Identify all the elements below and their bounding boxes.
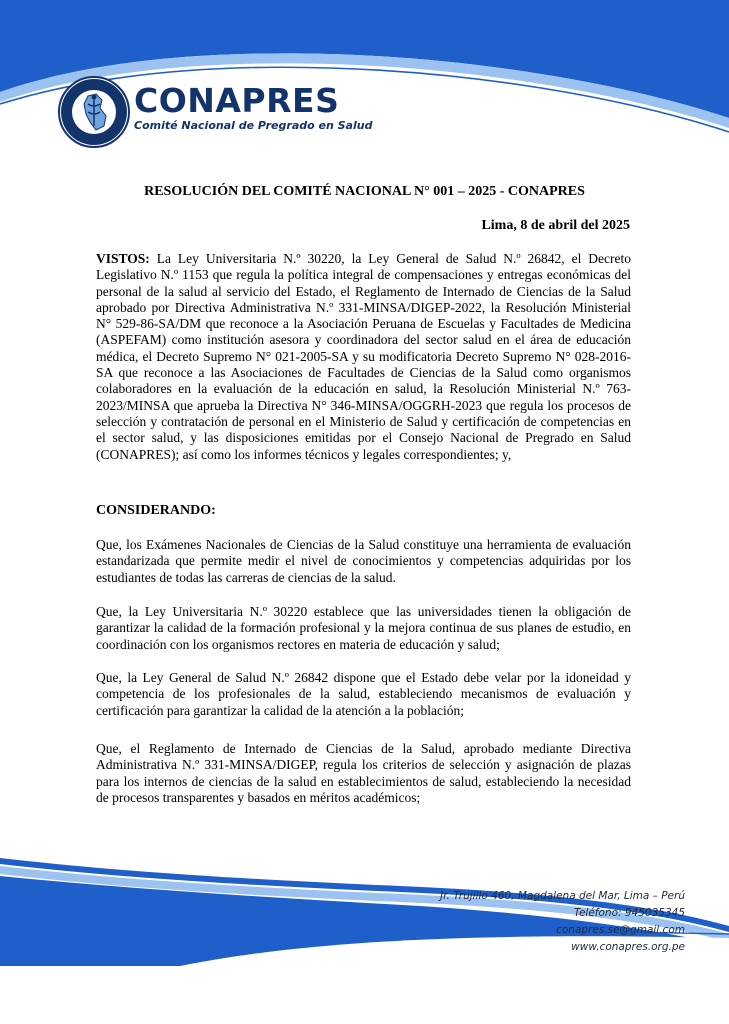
vistos-text: La Ley Universitaria N.º 30220, la Ley General de Salud N.º 26842, el Decreto Legislativo N.º 1153 que regula la política integral de compensaciones y entregas económicas del personal de la salud al servicio del Estado, el Reglamento de Internado de Ciencias de la Salud aprobado por Directiva Administrativa N.º 331-MINSA/DIGEP-2022, la Resolución Ministerial N° 529-86-SA/DM que reconoce a la Asociación Peruana de Escuelas y Facultades de Medicina (ASPEFAM) como institución asesora y coordinadora del sector salud en el área de educación médica, el Decreto Supremo N° 021-2005-SA y su modificatoria Decreto Supremo N° 028-2016-SA que reconoce a las Asociaciones de Facultades de Ciencias de la Salud como organismos colaboradores en la evaluación de la educación en salud, la Resolución Ministerial N.º 763-2023/MINSA que aprueba la Directiva N° 346-MINSA/OGGRH-2023 que regula los procesos de selección y contratación de personal en el Ministerio de Salud y certificación de competencias en el sector salud, y las disposiciones emitidas por el Consejo Nacional de Pregrado en Salud (CONAPRES); así como los informes técnicos y legales correspondientes; y, <box>96 251 631 462</box>
resolution-title: RESOLUCIÓN DEL COMITÉ NACIONAL N° 001 – 2025 - CONAPRES <box>144 184 585 199</box>
footer-address: Jr. Trujillo 460, Magdalena del Mar, Lima – Perú <box>440 890 685 902</box>
brand-subtitle: Comité Nacional de Pregrado en Salud <box>134 119 373 132</box>
considerando-paragraph: Que, los Exámenes Nacionales de Ciencias de la Salud constituye una herramienta de evaluación estandarizada que permite medir el nivel de conocimientos y competencias adquiridas por los estudiantes de todas las carreras de ciencias de la salud. <box>96 537 631 585</box>
brand-block <box>134 81 373 132</box>
brand-name: CONAPRES <box>134 81 340 120</box>
considerando-paragraph: Que, la Ley General de Salud N.º 26842 dispone que el Estado debe velar por la idoneidad y competencia de los profesionales de la salud, estableciendo mecanismos de evaluación y certificación para garantizar la calidad de la atención a la población; <box>96 670 631 718</box>
footer-email[interactable]: conapres.se@gmail.com <box>556 924 685 936</box>
vistos-label: VISTOS: <box>96 251 150 266</box>
footer-website[interactable]: www.conapres.org.pe <box>571 941 685 953</box>
footer-phone: Teléfono: 945035345 <box>573 907 685 919</box>
vistos-paragraph <box>96 251 631 463</box>
considerando-heading: CONSIDERANDO: <box>96 503 216 518</box>
page-margin <box>0 966 729 1024</box>
considerando-paragraph: Que, el Reglamento de Internado de Ciencias de la Salud, aprobado mediante Directiva Administrativa N.º 331-MINSA/DIGEP, regula los criterios de selección y asignación de plazas para los internos de ciencias de la salud en establecimientos de salud, estableciendo la necesidad de procesos transparentes y basados en méritos académicos; <box>96 741 631 805</box>
footer-contact <box>385 888 685 956</box>
conapres-logo <box>58 76 130 148</box>
resolution-date: Lima, 8 de abril del 2025 <box>481 218 630 233</box>
considerando-paragraph: Que, la Ley Universitaria N.º 30220 establece que las universidades tienen la obligación de garantizar la calidad de la formación profesional y la mejora continua de sus planes de estudio, en coordinación con los organismos rectores en materia de educación y salud; <box>96 604 631 652</box>
